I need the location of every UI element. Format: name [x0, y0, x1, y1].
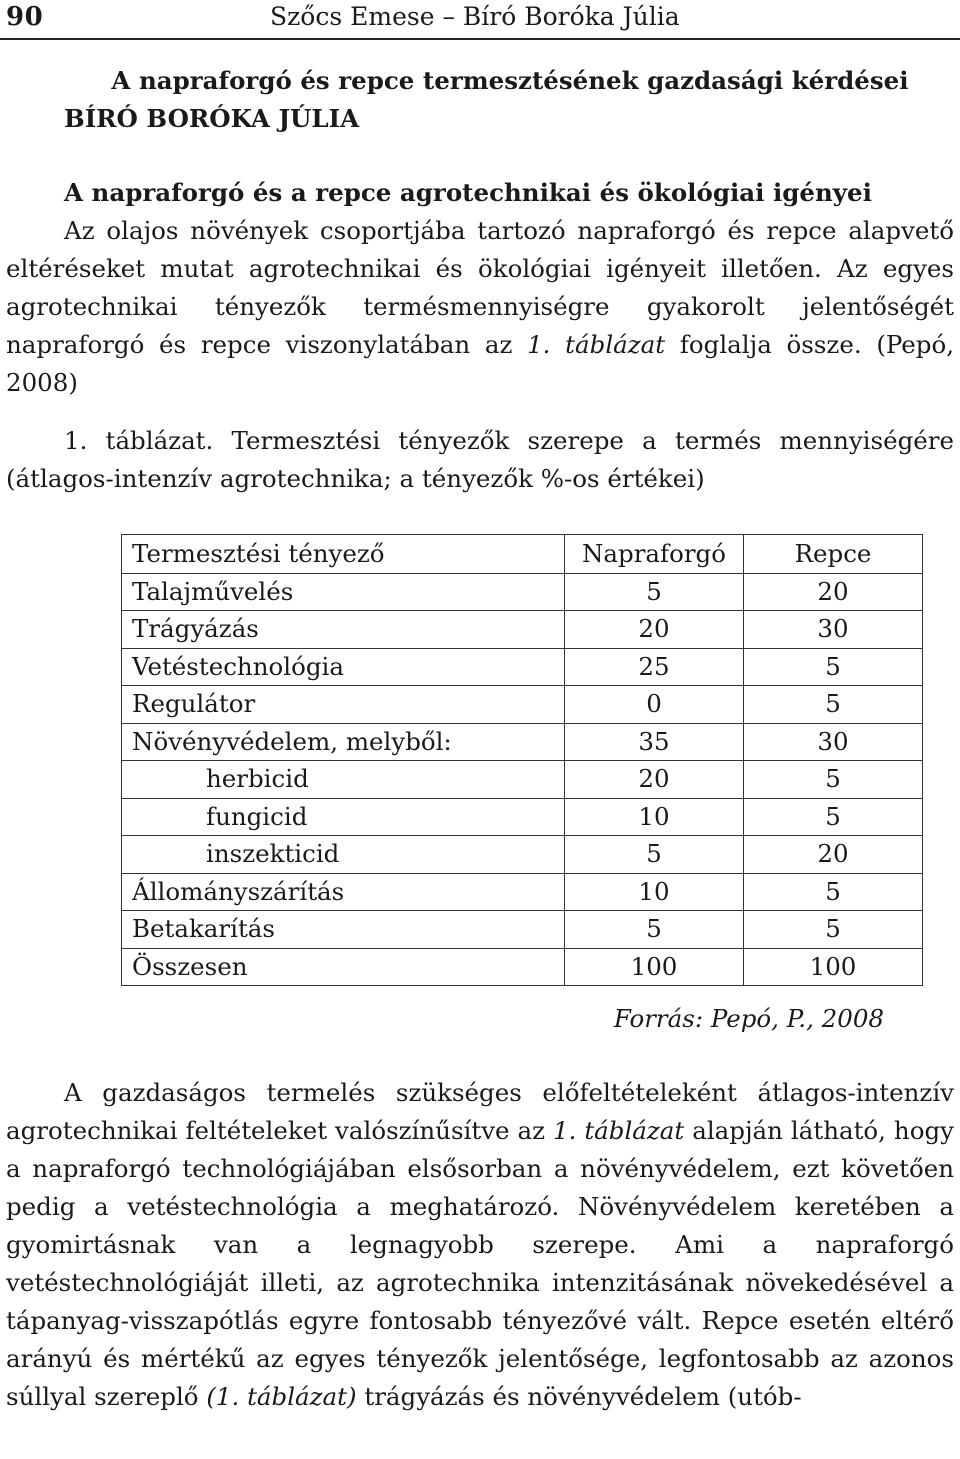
rapeseed-value: 5: [744, 761, 923, 799]
body-text-3: trágyázás és növényvédelem (utób-: [356, 1382, 802, 1411]
sunflower-value: 20: [565, 611, 744, 649]
row-label: Vetéstechnológia: [122, 648, 565, 686]
data-table-wrapper: [121, 534, 954, 986]
sunflower-value: 0: [565, 686, 744, 724]
sunflower-value: 35: [565, 723, 744, 761]
table-row: [122, 648, 923, 686]
sunflower-value: 5: [565, 573, 744, 611]
row-label: Regulátor: [122, 686, 565, 724]
table-row: [122, 873, 923, 911]
sunflower-value: 5: [565, 836, 744, 874]
rapeseed-value: 5: [744, 798, 923, 836]
rapeseed-value: 100: [744, 948, 923, 986]
table-row: [122, 836, 923, 874]
page-number: 90: [6, 2, 44, 32]
section-title: A napraforgó és a repce agrotechnikai és ökológiai igényei: [64, 178, 872, 207]
intro-paragraph: [6, 212, 954, 402]
sunflower-value: 5: [565, 911, 744, 949]
row-label: fungicid: [122, 798, 565, 836]
header-cell-factor: Termesztési tényező: [122, 535, 565, 574]
header-cell-sunflower: Napraforgó: [565, 535, 744, 574]
body-text-1: A gazdaságos termelés szükséges előfeltételeként átlagos-intenzív agrotechnikai feltételeket valószínűsítve az: [6, 1078, 954, 1145]
rapeseed-value: 20: [744, 836, 923, 874]
rapeseed-value: 5: [744, 911, 923, 949]
rapeseed-value: 5: [744, 873, 923, 911]
intro-text-2: foglalja össze. (Pepó, 2008): [6, 330, 954, 397]
article-author: BÍRÓ BORÓKA JÚLIA: [64, 104, 360, 133]
row-label: Növényvédelem, melyből:: [122, 723, 565, 761]
table-row: [122, 798, 923, 836]
rapeseed-value: 20: [744, 573, 923, 611]
row-label: inszekticid: [122, 836, 565, 874]
sunflower-value: 10: [565, 798, 744, 836]
body-paragraph: [6, 1074, 954, 1416]
row-label: Trágyázás: [122, 611, 565, 649]
table-reference: 1. táblázat: [552, 1116, 685, 1145]
article-title: A napraforgó és repce termesztésének gazdasági kérdései: [111, 66, 909, 95]
row-label: Talajművelés: [122, 573, 565, 611]
header-cell-rapeseed: Repce: [744, 535, 923, 574]
sunflower-value: 100: [565, 948, 744, 986]
table-row: [122, 761, 923, 799]
body-text-2: alapján látható, hogy a napraforgó technológiájában elsősorban a növényvédelem, ezt követően pedig a vetéstechnológia a meghatározó. Növényvédelem keretében a gyomirtásnak van a legnagyobb szerepe. Ami a napraforgó vetéstechnológiáját illeti, az agrotechnika intenzitásának növekedésével a tápanyag-visszapótlás egyre fontosabb tényezővé vált. Repce esetén eltérő arányú és mértékű az egyes tényezők jelentősége, legfontosabb az azonos súllyal szereplő: [6, 1116, 954, 1411]
table-row: [122, 573, 923, 611]
table-header-row: [122, 535, 923, 574]
intro-text-1: Az olajos növények csoportjába tartozó napraforgó és repce alapvető eltéréseket mutat agrotechnikai és ökológiai igényeit illetően. Az egyes agrotechnikai tényezők termésmennyiségre gyakorolt jelentőségét napraforgó és repce viszonylatában az: [6, 216, 954, 359]
table-reference: 1. táblázat: [527, 330, 666, 359]
row-label: Állományszárítás: [122, 873, 565, 911]
rapeseed-value: 5: [744, 648, 923, 686]
rapeseed-value: 30: [744, 611, 923, 649]
table-caption: 1. táblázat. Termesztési tényezők szerepe a termés mennyiségére (átlagos-intenzív agrotechnika; a tényezők %-os értékei): [6, 426, 954, 493]
sunflower-value: 20: [565, 761, 744, 799]
row-label: Betakarítás: [122, 911, 565, 949]
page-content: [6, 62, 954, 1416]
table-source: Forrás: Pepó, P., 2008: [613, 1004, 884, 1033]
row-label: herbicid: [122, 761, 565, 799]
table-row-total: [122, 948, 923, 986]
table-row: [122, 686, 923, 724]
table-reference: (1. táblázat): [206, 1382, 357, 1411]
sunflower-value: 10: [565, 873, 744, 911]
page-header: [0, 0, 960, 40]
data-table: [121, 534, 923, 986]
running-head: Szőcs Emese – Bíró Boróka Júlia: [270, 2, 680, 31]
row-label: Összesen: [122, 948, 565, 986]
sunflower-value: 25: [565, 648, 744, 686]
table-row: [122, 611, 923, 649]
rapeseed-value: 30: [744, 723, 923, 761]
rapeseed-value: 5: [744, 686, 923, 724]
table-row: [122, 911, 923, 949]
table-row: [122, 723, 923, 761]
